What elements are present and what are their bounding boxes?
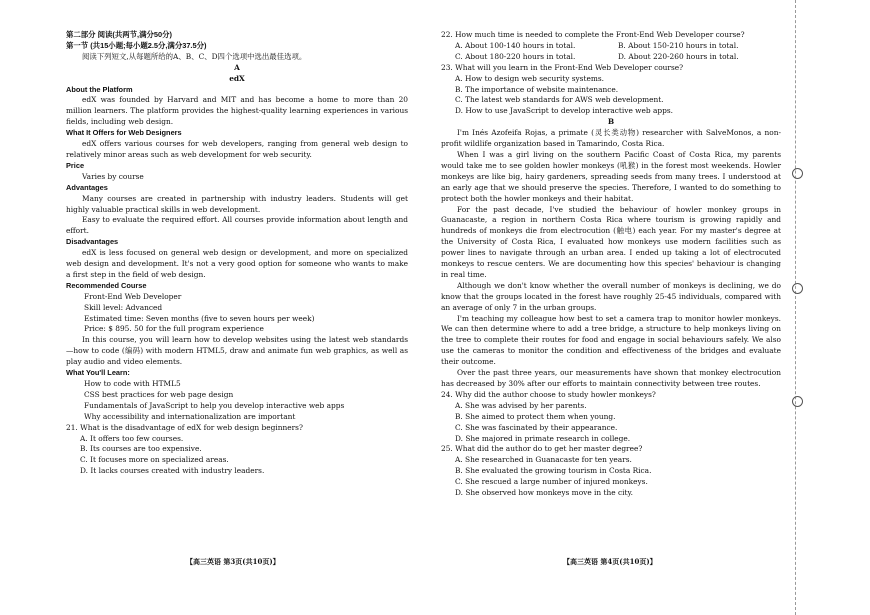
rec-line: Price: $ 895. 50 for the full program experience (84, 324, 264, 334)
q25-option: C. She rescued a large number of injured monkeys. (455, 477, 648, 487)
offers-heading: What It Offers for Web Designers (66, 128, 182, 138)
left-column (66, 30, 408, 477)
price-heading: Price (66, 160, 85, 170)
recommended-paragraph: In this course, you will learn how to develop websites using the latest web standards—how to code (编码) with modern HTML5, draw and animate fun web graphics, as well as play audio and video elements. (66, 335, 408, 367)
disadvantages-paragraph: edX is less focused on general web design or development, and more on specialized web design and development. It's not a very good option for someone who wants to make a first step in the field of web design. (66, 248, 408, 279)
q24-option: C. She was fascinated by their appearance. (455, 422, 618, 432)
q22-options-row (441, 52, 781, 63)
q21-option: D. It lacks courses created with industry leaders. (80, 466, 265, 476)
rec-line: Estimated time: Seven months (five to seven hours per week) (84, 313, 315, 323)
q24-option: D. She majored in primate research in college. (455, 433, 631, 443)
q24-option: A. She was advised by her parents. (455, 400, 587, 410)
question-21: 21. What is the disadvantage of edX for web design beginners? (66, 422, 303, 432)
passage-a-title: edX (229, 73, 245, 83)
question-25: 25. What did the author do to get her master degree? (441, 444, 643, 454)
q21-option: C. It focuses more on specialized areas. (80, 455, 229, 465)
binding-edge-line (795, 0, 797, 615)
passage-b-paragraph: For the past decade, I've studied the behaviour of howler monkey groups in Guanacaste, a region in northern Costa Rica where tourism is growing rapidly and hundreds of monkeys die from electrocution (触电) each year. For my master's degree at the University of Costa Rica, I evaluated how monkeys use modern facilities such as power lines to navigate through an urban area. I ended up taking a lot of electrocuted monkeys to rescue centers. We are documenting how this species' behaviour is changing in real time. (441, 204, 781, 279)
passage-b-paragraph: Although we don't know whether the overall number of monkeys is declining, we do know that the groups located in the forest have roughly 25-45 individuals, compared with an average of only 7 in the urban groups. (441, 280, 781, 312)
passage-b-paragraph: When I was a girl living on the southern Pacific Coast of Costa Rica, my parents would take me to see golden howler monkeys (吼猴) in the forest most weekends. Howler monkeys are like big, hairy gardeners, spreading seeds from many trees. I understood at an early age that we should preserve the species. Therefore, I wanted to do something to protect both the howler monkeys and their habitat. (441, 149, 781, 203)
about-heading: About the Platform (66, 84, 133, 94)
right-page-footer: 【高三英语 第4页(共10页)】 (563, 557, 657, 566)
q22-option: B. About 150-210 hours in total. (618, 40, 739, 50)
rec-line: Skill level: Advanced (84, 302, 163, 312)
q23-option: D. How to use JavaScript to develop interactive web apps. (455, 106, 673, 116)
advantages-paragraph-2: Easy to evaluate the required effort. All courses provide information about length and effort. (66, 215, 408, 236)
about-paragraph: edX was founded by Harvard and MIT and has become a home to more than 20 million learners. The platform provides the highest-quality learning experiences in various fields, including web design. (66, 95, 408, 127)
binding-hole-icon (792, 396, 803, 407)
q22-option: A. About 100-140 hours in total. (455, 40, 576, 50)
q25-option: A. She researched in Guanacaste for ten years. (455, 455, 632, 465)
learn-line: Fundamentals of JavaScript to help you develop interactive web apps (84, 400, 345, 410)
rec-line: Front-End Web Developer (84, 291, 182, 301)
question-23: 23. What will you learn in the Front-End Web Developer course? (441, 62, 684, 72)
passage-a-label: A (234, 62, 240, 72)
learn-line: Why accessibility and internationalization are important (84, 411, 296, 421)
question-24: 24. Why did the author choose to study howler monkeys? (441, 389, 656, 399)
passage-b-paragraph: I'm Inés Azofeifa Rojas, a primate (灵长类动物) researcher with SalveMonos, a non-profit wildlife organization based in Tamarindo, Costa Rica. (441, 128, 781, 149)
learn-line: How to code with HTML5 (84, 379, 181, 388)
instruction: 阅读下列短文,从每题所给的A、B、C、D四个选项中选出最佳选项。 (82, 51, 307, 61)
q22-option: D. About 220-260 hours in total. (618, 51, 739, 61)
passage-b-paragraph: I'm teaching my colleague how best to set a camera trap to monitor howler monkeys. We can then determine where to add a tree bridge, a structure to help monkeys living on the tree to complete their routes for food and engage in social behaviours safely. We also use the cameras to monitor the condition and effectiveness of the bridges and evaluate their outcome. (441, 313, 781, 367)
binding-hole-icon (792, 283, 803, 294)
learn-heading: What You'll Learn: (66, 368, 130, 378)
left-page-footer: 【高三英语 第3页(共10页)】 (186, 557, 280, 566)
q25-option: D. She observed how monkeys move in the city. (455, 488, 633, 498)
price-paragraph: Varies by course (82, 171, 144, 181)
offers-paragraph: edX offers various courses for web developers, ranging from general web design to relatively minor areas such as web development for web security. (66, 139, 408, 159)
section-heading: 第一节 (共15小题;每小题2.5分,满分37.5分) (66, 40, 207, 50)
q23-option: C. The latest web standards for AWS web development. (455, 95, 664, 105)
q22-options-row (441, 41, 781, 52)
advantages-paragraph-1: Many courses are created in partnership with industry leaders. Students will get highly valuable practical skills in web development. (66, 193, 408, 214)
recommended-heading: Recommended Course (66, 280, 147, 290)
question-22: 22. How much time is needed to complete the Front-End Web Developer course? (441, 30, 745, 39)
learn-line: CSS best practices for web page design (84, 389, 234, 399)
q25-option: B. She evaluated the growing tourism in Costa Rica. (455, 466, 652, 476)
q24-option: B. She aimed to protect them when young. (455, 411, 616, 421)
advantages-heading: Advantages (66, 182, 108, 192)
q23-option: B. The importance of website maintenance. (455, 84, 619, 94)
q21-option: B. Its courses are too expensive. (80, 444, 202, 454)
passage-b-paragraph: Over the past three years, our measurements have shown that monkey electrocution has decreased by 30% after our efforts to maintain connectivity between tree routes. (441, 368, 781, 388)
right-column (441, 30, 781, 499)
passage-b-label: B (607, 117, 615, 127)
disadvantages-heading: Disadvantages (66, 237, 119, 247)
q21-option: A. It offers too few courses. (80, 433, 184, 443)
binding-hole-icon (792, 168, 803, 179)
q22-option: C. About 180-220 hours in total. (455, 51, 576, 61)
part-heading: 第二部分 阅读(共两节,满分50分) (66, 30, 172, 39)
q23-option: A. How to design web security systems. (455, 73, 604, 83)
